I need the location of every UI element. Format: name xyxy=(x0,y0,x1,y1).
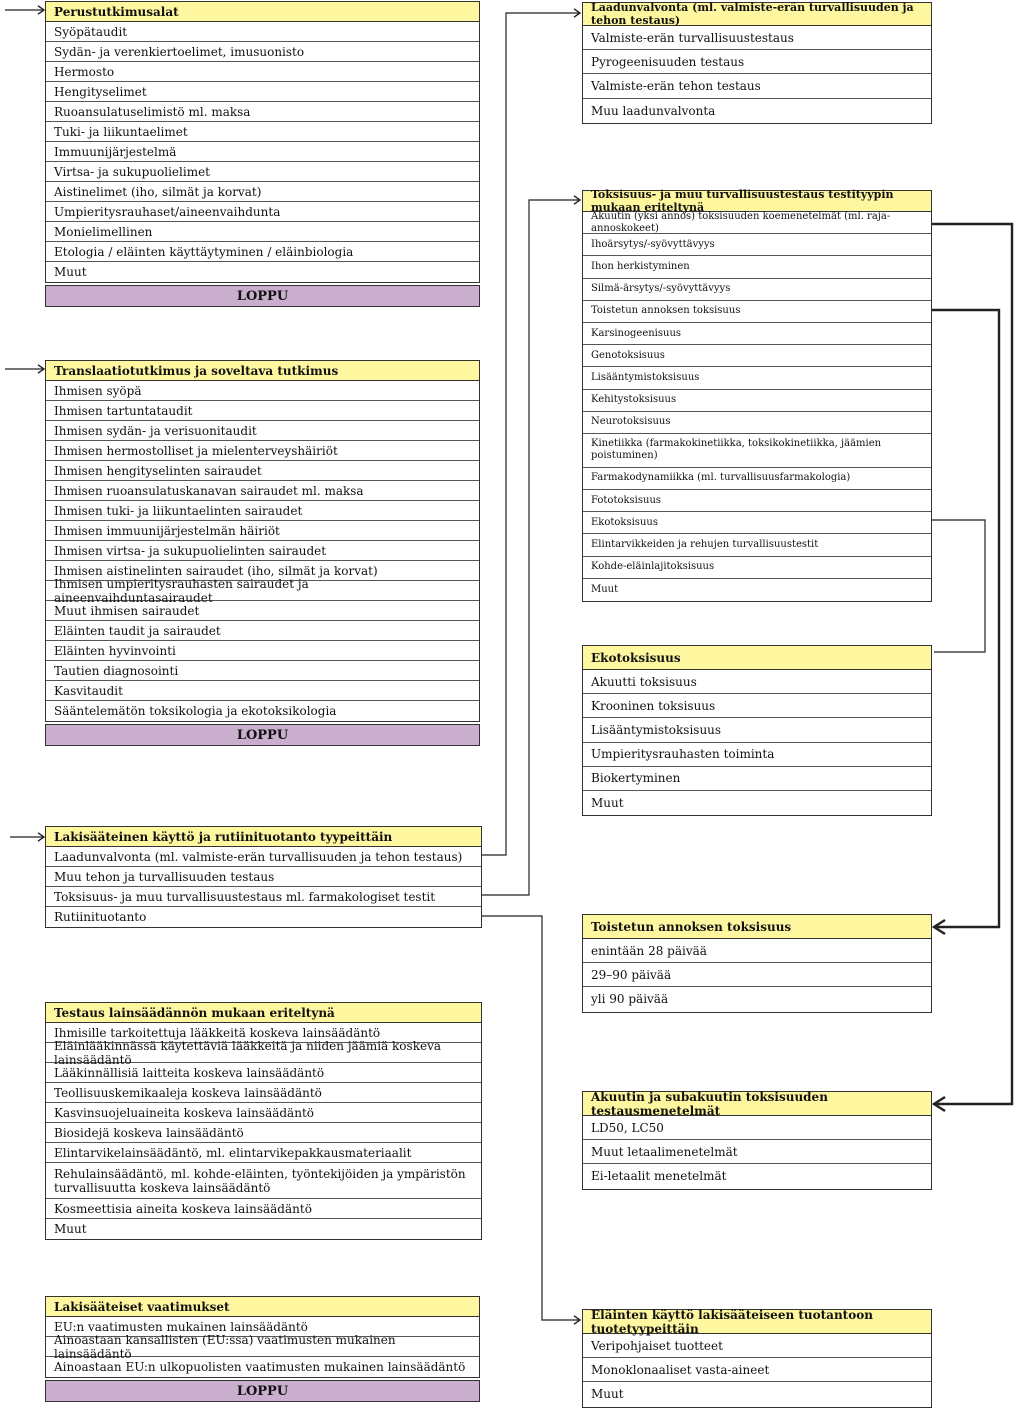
list-item[interactable]: Tuki- ja liikuntaelimet xyxy=(46,122,479,142)
list-item[interactable]: Muut letaalimenetelmät xyxy=(583,1140,931,1164)
box-title: Testaus lainsäädännön mukaan eriteltynä xyxy=(46,1003,481,1023)
toks-box xyxy=(582,190,932,602)
list-item[interactable]: Farmakodynamiikka (ml. turvallisuusfarmakologia) xyxy=(583,468,931,490)
toistetun-box xyxy=(582,914,932,1013)
list-item[interactable]: EU:n vaatimusten mukainen lainsäädäntö xyxy=(46,1317,479,1337)
list-item[interactable]: Rutiinituotanto xyxy=(54,910,147,924)
list-item[interactable]: Ainoastaan kansallisten (EU:ssa) vaatimusten mukainen lainsäädäntö xyxy=(46,1337,479,1357)
list-item[interactable]: Ihmisen syöpä xyxy=(46,381,479,401)
transl-box xyxy=(45,360,480,722)
list-item[interactable]: Sääntelemätön toksikologia ja ekotoksikologia xyxy=(54,704,337,718)
list-item[interactable]: Umpieritysrauhasten toiminta xyxy=(583,743,931,767)
end-box: LOPPU xyxy=(45,724,480,746)
list-item[interactable]: Eläinten hyvinvointi xyxy=(46,641,479,661)
end-box: LOPPU xyxy=(45,285,480,307)
vaatimukset-box xyxy=(45,1296,480,1378)
connector-rutiinituotanto xyxy=(482,916,580,1320)
connector-toksisuus xyxy=(482,200,580,895)
list-item[interactable]: Ihmisen virtsa- ja sukupuolielinten sairaudet xyxy=(46,541,479,561)
laadun-box xyxy=(582,2,932,124)
list-item[interactable]: Ihmisille tarkoitettuja lääkkeitä koskeva lainsäädäntö xyxy=(46,1023,481,1043)
list-item[interactable]: Laadunvalvonta (ml. valmiste-erän turvallisuuden ja tehon testaus) xyxy=(46,847,481,867)
list-item[interactable]: Valmiste-erän turvallisuustestaus xyxy=(583,26,931,50)
list-item[interactable]: Muu laadunvalvonta xyxy=(591,103,716,118)
box-title: Laadunvalvonta (ml. valmiste-erän turvallisuuden ja tehon testaus) xyxy=(583,3,931,26)
list-item[interactable]: Ei-letaalit menetelmät xyxy=(591,1169,727,1184)
list-item[interactable]: Virtsa- ja sukupuolielimet xyxy=(46,162,479,182)
list-item[interactable]: Eläinlääkinnässä käytettäviä lääkkeitä ja niiden jäämiä koskeva lainsäädäntö xyxy=(46,1043,481,1063)
box-title: Toksisuus- ja muu turvallisuustestaus testityypin mukaan eriteltynä xyxy=(583,191,931,212)
list-item[interactable]: Etologia / eläinten käyttäytyminen / eläinbiologia xyxy=(46,242,479,262)
box-title: Translaatiotutkimus ja soveltava tutkimus xyxy=(46,361,479,381)
box-title: Toistetun annoksen toksisuus xyxy=(583,915,931,939)
list-item[interactable]: Teollisuuskemikaaleja koskeva lainsäädäntö xyxy=(46,1083,481,1103)
list-item[interactable]: Krooninen toksisuus xyxy=(583,694,931,718)
list-item[interactable]: Kasvitaudit xyxy=(46,681,479,701)
list-item[interactable]: Hengityselimet xyxy=(46,82,479,102)
list-item[interactable]: Monielimellinen xyxy=(46,222,479,242)
box-title: Ekotoksisuus xyxy=(583,646,931,670)
list-item[interactable]: yli 90 päivää xyxy=(591,992,669,1007)
list-item[interactable]: Hermosto xyxy=(46,62,479,82)
akuutin-box xyxy=(582,1091,932,1190)
list-item[interactable]: Muut xyxy=(591,583,619,595)
list-item[interactable]: Ihoärsytys/-syövyttävyys xyxy=(583,234,931,256)
list-item[interactable]: Biosidejä koskeva lainsäädäntö xyxy=(46,1123,481,1143)
list-item[interactable]: Sydän- ja verenkiertoelimet, imusuonisto xyxy=(46,42,479,62)
lakikaytto-box xyxy=(45,826,482,928)
list-item[interactable]: Fototoksisuus xyxy=(583,490,931,512)
list-item[interactable]: Kosmeettisia aineita koskeva lainsäädäntö xyxy=(46,1199,481,1219)
list-item[interactable]: Lisääntymistoksisuus xyxy=(583,367,931,389)
list-item[interactable]: Ekotoksisuus xyxy=(583,512,931,534)
list-item[interactable]: Rehulainsäädäntö, ml. kohde-eläinten, työntekijöiden ja ympäristön turvallisuutta koskeva lainsäädäntö xyxy=(46,1163,481,1199)
list-item[interactable]: Ihon herkistyminen xyxy=(583,256,931,278)
elainten-box xyxy=(582,1309,932,1408)
list-item[interactable]: Muut xyxy=(591,796,624,811)
list-item[interactable]: Monoklonaaliset vasta-aineet xyxy=(583,1358,931,1382)
list-item[interactable]: Ainoastaan EU:n ulkopuolisten vaatimusten mukainen lainsäädäntö xyxy=(54,1360,466,1374)
list-item[interactable]: Ihmisen immuunijärjestelmän häiriöt xyxy=(46,521,479,541)
list-item[interactable]: Ihmisen sydän- ja verisuonitaudit xyxy=(46,421,479,441)
list-item[interactable]: Immuunijärjestelmä xyxy=(46,142,479,162)
list-item[interactable]: Ihmisen ruoansulatuskanavan sairaudet ml. maksa xyxy=(46,481,479,501)
list-item[interactable]: Muu tehon ja turvallisuuden testaus xyxy=(46,867,481,887)
list-item[interactable]: Toksisuus- ja muu turvallisuustestaus ml. farmakologiset testit xyxy=(46,887,481,907)
list-item[interactable]: Karsinogeenisuus xyxy=(583,323,931,345)
list-item[interactable]: Akuutin (yksi annos) toksisuuden koemenetelmät (ml. raja-annoskokeet) xyxy=(583,212,931,234)
list-item[interactable]: Umpieritysrauhaset/aineenvaihdunta xyxy=(46,202,479,222)
end-box: LOPPU xyxy=(45,1380,480,1402)
box-title: Lakisääteiset vaatimukset xyxy=(46,1297,479,1317)
box-title: Akuutin ja subakuutin toksisuuden testausmenetelmät xyxy=(583,1092,931,1116)
list-item[interactable]: Neurotoksisuus xyxy=(583,412,931,434)
list-item[interactable]: Ihmisen aistinelinten sairaudet (iho, silmät ja korvat) xyxy=(46,561,479,581)
list-item[interactable]: Akuutti toksisuus xyxy=(583,670,931,694)
list-item[interactable]: Valmiste-erän tehon testaus xyxy=(583,74,931,98)
list-item[interactable]: Biokertyminen xyxy=(583,767,931,791)
connector-toistetun xyxy=(932,310,999,927)
list-item[interactable]: Muut xyxy=(54,265,87,279)
list-item[interactable]: Ihmisen hermostolliset ja mielenterveyshäiriöt xyxy=(46,441,479,461)
list-item[interactable]: Silmä-ärsytys/-syövyttävyys xyxy=(583,279,931,301)
list-item[interactable]: Muut ihmisen sairaudet xyxy=(46,601,479,621)
list-item[interactable]: Elintarvikelainsäädäntö, ml. elintarvikepakkausmateriaalit xyxy=(46,1143,481,1163)
connector-laadunvalvonta xyxy=(482,13,580,855)
list-item[interactable]: Ihmisen umpieritysrauhasten sairaudet ja aineenvaihduntasairaudet xyxy=(46,581,479,601)
list-item[interactable]: Ihmisen tartuntataudit xyxy=(46,401,479,421)
list-item[interactable]: Muut xyxy=(54,1222,87,1236)
perus-box xyxy=(45,1,480,283)
list-item[interactable]: Ruoansulatuselimistö ml. maksa xyxy=(46,102,479,122)
list-item[interactable]: Ihmisen tuki- ja liikuntaelinten sairaudet xyxy=(46,501,479,521)
list-item[interactable]: Aistinelimet (iho, silmät ja korvat) xyxy=(46,182,479,202)
list-item[interactable]: Elintarvikkeiden ja rehujen turvallisuustestit xyxy=(583,534,931,556)
list-item[interactable]: Veripohjaiset tuotteet xyxy=(583,1334,931,1358)
list-item[interactable]: Pyrogeenisuuden testaus xyxy=(583,50,931,74)
testaus-box xyxy=(45,1002,482,1240)
list-item[interactable]: Lääkinnällisiä laitteita koskeva lainsäädäntö xyxy=(46,1063,481,1083)
list-item[interactable]: 29–90 päivää xyxy=(583,963,931,987)
ekotoks-box xyxy=(582,645,932,816)
list-item[interactable]: enintään 28 päivää xyxy=(583,939,931,963)
list-item[interactable]: Toistetun annoksen toksisuus xyxy=(583,301,931,323)
list-item[interactable]: Tautien diagnosointi xyxy=(46,661,479,681)
list-item[interactable]: Kehitystoksisuus xyxy=(583,390,931,412)
list-item[interactable]: LD50, LC50 xyxy=(583,1116,931,1140)
list-item[interactable]: Kohde-eläinlajitoksisuus xyxy=(583,557,931,579)
list-item[interactable]: Genotoksisuus xyxy=(583,345,931,367)
list-item[interactable]: Kasvinsuojeluaineita koskeva lainsäädäntö xyxy=(46,1103,481,1123)
box-title: Perustutkimusalat xyxy=(46,2,479,22)
list-item[interactable]: Syöpätaudit xyxy=(46,22,479,42)
list-item[interactable]: Lisääntymistoksisuus xyxy=(583,718,931,742)
box-title: Eläinten käyttö lakisääteiseen tuotantoon tuotetyypeittäin xyxy=(583,1310,931,1334)
box-title: Lakisääteinen käyttö ja rutiinituotanto tyypeittäin xyxy=(46,827,481,847)
list-item[interactable]: Eläinten taudit ja sairaudet xyxy=(46,621,479,641)
list-item[interactable]: Ihmisen hengityselinten sairaudet xyxy=(46,461,479,481)
list-item[interactable]: Muut xyxy=(591,1387,624,1402)
connector-ekotoks xyxy=(932,520,985,652)
list-item[interactable]: Kinetiikka (farmakokinetiikka, toksikokinetiikka, jäämien poistuminen) xyxy=(583,434,931,468)
